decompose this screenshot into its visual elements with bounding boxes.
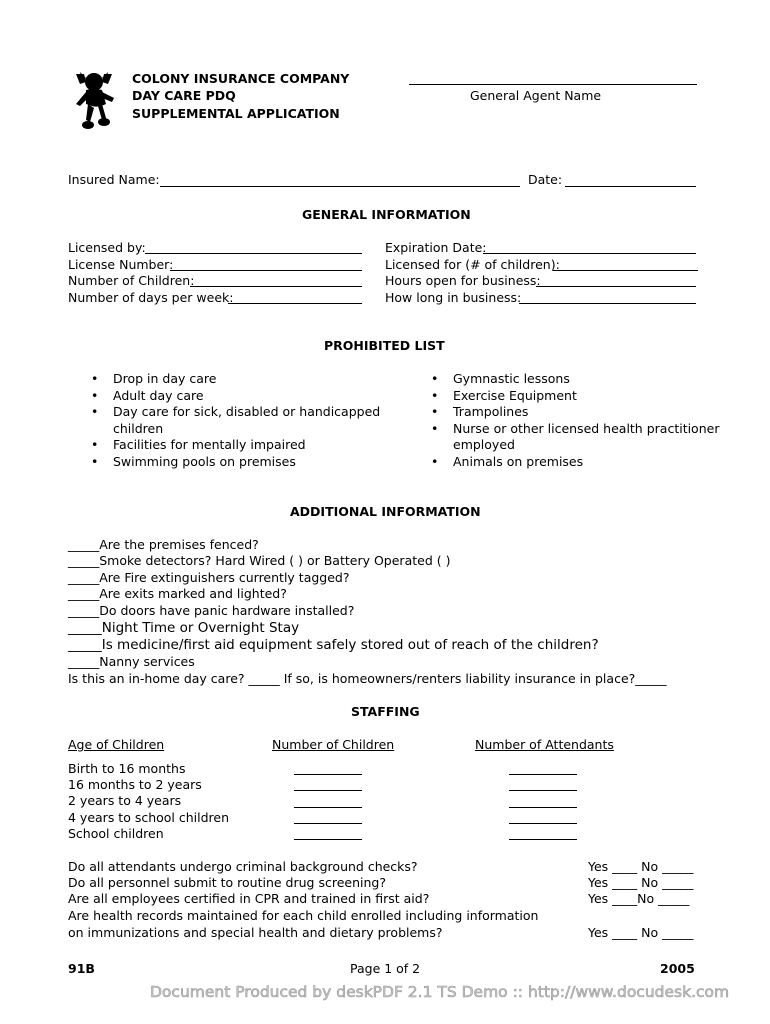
additional-item[interactable]: _____Are exits marked and lighted? (68, 586, 287, 601)
age-row-label: 16 months to 2 years (68, 777, 202, 792)
licensed-for-label: Licensed for (# of children): (385, 257, 560, 272)
prohibited-item-cont: employed (453, 437, 515, 452)
attendants-count-field[interactable] (509, 807, 577, 808)
prohibited-item: • Trampolines (453, 404, 528, 420)
additional-item[interactable]: _____Do doors have panic hardware installed? (68, 603, 355, 618)
page-number: Page 1 of 2 (350, 961, 421, 976)
attendants-count-field[interactable] (509, 823, 577, 824)
question-text: Do all attendants undergo criminal background checks? (68, 859, 418, 874)
expiration-date-field[interactable] (483, 253, 696, 254)
days-per-week-field[interactable] (228, 303, 362, 304)
prohibited-item: • Nurse or other licensed health practitioner (453, 421, 719, 437)
days-per-week-label: Number of days per week: (68, 290, 234, 305)
prohibited-heading: PROHIBITED LIST (324, 338, 445, 353)
prohibited-item-cont: children (113, 421, 164, 436)
number-children-label: Number of Children: (68, 273, 195, 288)
prohibited-item: • Adult day care (113, 388, 204, 404)
date-label: Date: (528, 172, 563, 187)
insured-name-field[interactable] (160, 186, 520, 187)
license-number-field[interactable] (170, 270, 362, 271)
number-children-field[interactable] (190, 286, 362, 287)
question-text: Are health records maintained for each child enrolled including information (68, 908, 539, 923)
form-number: 91B (68, 961, 95, 976)
col-children-header: Number of Children (272, 737, 395, 752)
additional-item[interactable]: _____Are Fire extinguishers currently tagged? (68, 570, 350, 585)
hours-open-label: Hours open for business: (385, 273, 541, 288)
attendants-count-field[interactable] (509, 774, 577, 775)
form-year: 2005 (660, 961, 695, 976)
question-text: on immunizations and special health and dietary problems? (68, 925, 443, 940)
children-count-field[interactable] (294, 774, 362, 775)
form-title: SUPPLEMENTAL APPLICATION (132, 106, 340, 121)
additional-item[interactable]: _____Are the premises fenced? (68, 537, 259, 552)
licensed-for-field[interactable] (553, 270, 698, 271)
col-attendants-header: Number of Attendants (475, 737, 614, 752)
prohibited-item: • Gymnastic lessons (453, 371, 570, 387)
hours-open-field[interactable] (536, 286, 696, 287)
yes-no-answer[interactable]: Yes ____No _____ (588, 891, 690, 906)
additional-heading: ADDITIONAL INFORMATION (290, 504, 481, 519)
additional-item[interactable]: _____Is medicine/first aid equipment safely stored out of reach of the children? (68, 637, 599, 653)
children-count-field[interactable] (294, 807, 362, 808)
product-name: DAY CARE PDQ (132, 88, 236, 103)
children-count-field[interactable] (294, 839, 362, 840)
age-row-label: 2 years to 4 years (68, 793, 182, 808)
yes-no-answer[interactable]: Yes ____ No _____ (588, 859, 694, 874)
col-age-header: Age of Children (68, 737, 165, 752)
licensed-by-label: Licensed by: (68, 240, 146, 255)
agent-name-line[interactable] (409, 84, 697, 85)
additional-item[interactable]: _____Nanny services (68, 654, 195, 669)
age-row-label: 4 years to school children (68, 810, 230, 825)
general-heading: GENERAL INFORMATION (302, 207, 471, 222)
child-silhouette-logo (72, 68, 120, 136)
watermark-text: Document Produced by deskPDF 2.1 TS Demo :: http://www.docudesk.com (150, 983, 730, 1001)
age-row-label: Birth to 16 months (68, 761, 186, 776)
question-text: Do all personnel submit to routine drug screening? (68, 875, 386, 890)
date-field[interactable] (565, 186, 696, 187)
prohibited-item: • Exercise Equipment (453, 388, 577, 404)
yes-no-answer[interactable]: Yes ____ No _____ (588, 875, 694, 890)
agent-label: General Agent Name (470, 88, 602, 103)
prohibited-item: • Swimming pools on premises (113, 454, 296, 470)
additional-item[interactable]: _____Smoke detectors? Hard Wired ( ) or Battery Operated ( ) (68, 553, 451, 568)
license-number-label: License Number: (68, 257, 174, 272)
children-count-field[interactable] (294, 823, 362, 824)
prohibited-item: • Facilities for mentally impaired (113, 437, 306, 453)
prohibited-item: • Drop in day care (113, 371, 216, 387)
staffing-heading: STAFFING (351, 704, 420, 719)
additional-item[interactable]: _____Night Time or Overnight Stay (68, 620, 300, 636)
attendants-count-field[interactable] (509, 790, 577, 791)
how-long-field[interactable] (519, 303, 696, 304)
how-long-label: How long in business: (385, 290, 522, 305)
company-name: COLONY INSURANCE COMPANY (132, 71, 350, 86)
licensed-by-field[interactable] (145, 253, 362, 254)
insured-name-label: Insured Name: (68, 172, 160, 187)
prohibited-item: • Animals on premises (453, 454, 583, 470)
children-count-field[interactable] (294, 790, 362, 791)
age-row-label: School children (68, 826, 164, 841)
question-text: Are all employees certified in CPR and trained in first aid? (68, 891, 430, 906)
expiration-date-label: Expiration Date: (385, 240, 487, 255)
additional-item[interactable]: Is this an in-home day care? _____ If so, is homeowners/renters liability insurance in place?_____ (68, 671, 667, 686)
prohibited-item: • Day care for sick, disabled or handicapped (113, 404, 380, 420)
attendants-count-field[interactable] (509, 839, 577, 840)
yes-no-answer[interactable]: Yes ____ No _____ (588, 925, 694, 940)
